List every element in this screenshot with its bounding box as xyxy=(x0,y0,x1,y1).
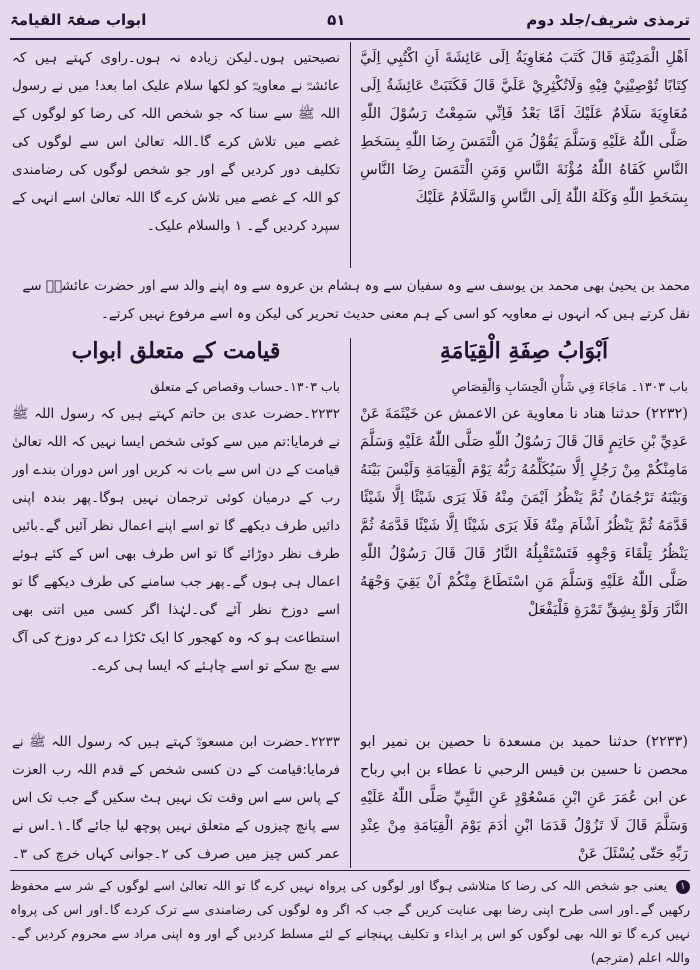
footnote-text: یعنی جو شخص اللہ کی رضا کا متلاشی ہوگا اور لوگوں کی پرواہ نہیں کرے گا تو اللہ تعالیٰ اسے لوگوں کے شر سے محفوظ رکھیں گے۔اور اسی طرح اپنی رضا بھی عنایت کریں گے جب کہ اگر وہ لوگوں کی رضامندی سے ترک کردے گا۔اور اس کی پرواہ نہیں کرے گا تو اللہ بھی لوگوں کو اس پر ایذاء و تکلیف پہنچانے کے لئے مسلط کردیں گے اور وہ اپنی مراد سے محروم کردیں گے۔ واللہ اعلم (مترجم) xyxy=(10,878,690,965)
hadith-2232-arabic xyxy=(360,400,688,716)
main-column-divider xyxy=(350,338,351,868)
narration-note xyxy=(10,272,690,328)
translation-2232 xyxy=(12,400,340,716)
top-column-divider xyxy=(350,42,351,268)
translation-2233 xyxy=(12,728,340,868)
urdu-section-title: قیامت کے متعلق ابواب xyxy=(71,338,281,364)
footnote-marker: ۱ xyxy=(676,880,690,894)
header-rule xyxy=(10,38,690,40)
book-title: ترمذی شریف/جلد دوم xyxy=(526,11,690,29)
arabic-section-title: اَبْوَابُ صِفَةِ الْقِيَامَةِ xyxy=(439,338,609,364)
arabic-bab-heading: باب ۱۳۰۳۔ مَاجَاءَ فِي شَأْنِ الْحِسَابِ وَالْقِصَاصِ xyxy=(451,379,688,394)
footnote-rule xyxy=(10,870,690,871)
top-urdu-column xyxy=(12,44,340,268)
top-arabic-column xyxy=(360,44,688,268)
page-number: ۵۱ xyxy=(327,11,346,29)
translation-2233-text: ۲۲۳۳۔حضرت ابن مسعودؓ کہتے ہیں کہ رسول اللہ ﷺ نے فرمایا:قیامت کے دن کسی شخص کے قدم اللہ رب العزت کے پاس سے اس وقت تک نہیں ہٹ سکیں گے جب تک اس سے پانچ چیزوں کے متعلق نہیں پوچھ لیا جائے گا۔۱۔اس نے عمر کس چیز میں صرف کی ۲۔جوانی کہاں خرچ کی ۳۔ xyxy=(12,734,340,862)
narration-note-text: محمد بن یحییٰ بھی محمد بن یوسف سے وہ سفیان سے وہ ہشام بن عروہ سے وہ اپنے والد سے اور حضرت عائشہؓ سے نقل کرتے ہیں کہ انہوں نے معاویہ کو اسی کے ہم معنی حدیث تحریر کی لیکن وہ اسے مرفوع نہیں کرتے۔ xyxy=(22,278,690,322)
arabic-hadith-text: اَهْلِ الْمَدِيْنَةِ قَالَ كَتَبَ مُعَاوِيَةُ اِلَى عَائِشَةَ اَنِ اكْتُبِي اِلَيَّ كِتَابًا تُوْصِيْنِيْ فِيْهِ وَلَاتُكْثِرِيْ عَلَيَّ قَالَ فَكَتَبَتْ عَائِشَةُ اِلَى مُعَاوِيَةَ سَلَامٌ عَلَيْكَ اَمَّا بَعْدُ فَاِنِّي سَمِعْتُ رَسُوْلَ اللّٰهِ صَلَّى اللّٰهُ عَلَيْهِ وَسَلَّمَ يَقُوْلُ مَنِ الْتَمَسَ رِضَا اللّٰهِ بِسَخَطِ النَّاسِ كَفَاهُ اللّٰهُ مُؤْنَةَ النَّاسِ وَمَنِ الْتَمَسَ رِضَا النَّاسِ بِسَخَطِ اللّٰهِ وَكَلَهُ اللّٰهُ اِلَى النَّاسِ وَالسَّلَامُ عَلَيْكَ xyxy=(360,50,688,206)
hadith-2233-arabic xyxy=(360,728,688,868)
footnote xyxy=(10,874,690,970)
urdu-bab-heading: باب ۱۳۰۳۔حساب وقصاص کے متعلق xyxy=(150,379,340,394)
urdu-translation-text: نصیحتیں ہوں۔لیکن زیادہ نہ ہوں۔راوی کہتے ہیں کہ عائشہؓ نے معاویہؓ کو لکھا سلام علیک اما بعد! میں نے رسول اللہ ﷺ سے سنا کہ جو شخص اللہ کی رضا کو لوگوں کے غصے میں تلاش کرے گا۔اللہ تعالیٰ اس سے لوگوں کی تکلیف دور کردیں گے اور جو شخص لوگوں کی رضامندی کو اللہ کے غصے میں تلاش کرے گا اللہ تعالیٰ اسے انہی کے سپرد کردیں گے۔ ۱ والسلام علیک۔ xyxy=(12,50,340,234)
hadith-2232-text: (۲۲۳۲) حدثنا هناد نا معاوية عن الاعمش عن خَيْثَمَةَ عَنْ عَدِيِّ بْنِ حَاتِمٍ قَالَ قَالَ رَسُوْلُ اللّٰهِ صَلَّى اللّٰهُ عَلَيْهِ وَسَلَّمَ مَامِنْكُمْ مِنْ رَجُلٍ اِلَّا سَيُكَلِّمُهُ رَبُّهُ يَوْمَ الْقِيَامَةِ وَلَيْسَ بَيْنَهُ وَبَيْنَهُ تَرْجُمَانٌ ثُمَّ يَنْظُرُ اَيْمَنَ مِنْهُ فَلَا يَرَى شَيْئًا اِلَّا شَيْئًا قَدَّمَهُ ثُمَّ يَنْظُرُ اَشْاَمَ مِنْهُ فَلَا يَرَى شَيْئًا اِلَّا شَيْئًا قَدَّمَهُ ثُمَّ يَنْظُرُ تِلْقَاءَ وَجْهِهِ فَتَسْتَقْبِلُهُ النَّارُ قَالَ قَالَ رَسُوْلُ اللّٰهِ صَلَّى اللّٰهُ عَلَيْهِ وَسَلَّمَ مَنِ اسْتَطَاعَ مِنْكُمْ اَنْ يَقِيَ وَجْهَهُ النَّارَ وَلَوْ بِشِقِّ تَمْرَةٍ فَلْيَفْعَلْ xyxy=(360,406,688,618)
chapter-title: ابواب صفۃ القیامۃ xyxy=(10,11,147,29)
translation-2232-text: ۲۲۳۲۔حضرت عدی بن حاتم کہتے ہیں کہ رسول اللہ ﷺ نے فرمایا:تم میں سے کوئی شخص ایسا نہیں کہ اللہ تعالیٰ قیامت کے دن اس سے بات نہ کریں اور اس دوران بندے اور رب کے درمیان کوئی ترجمان نہیں ہوگا۔پھر بندہ اپنی دائیں طرف دیکھے گا تو اسے اپنے اعمال نظر آئیں گے۔بائیں طرف نظر دوڑائے گا تو اس طرف بھی اس کے کئے ہوئے اعمال ہی ہوں گے۔پھر جب سامنے کی طرف دیکھے گا تو اسے دوزخ نظر آئے گی۔لہٰذا اگر کسی میں اتنی بھی استطاعت ہو کہ وہ کھجور کا ایک ٹکڑا دے کر دوزخ کی آگ سے بچ سکے تو اسے چاہئے کہ ایسا ہی کرے۔ xyxy=(12,406,340,674)
hadith-2233-text: (۲۲۳۳) حدثنا حميد بن مسعدة نا حصين بن نمير ابو محصن نا حسين بن قيس الرحبي نا عطاء بن ابي رباح عن ابن عُمَرَ عَنِ ابْنِ مَسْعُوْدٍ عَنِ النَّبِيِّ صَلَّى اللّٰهُ عَلَيْهِ وَسَلَّمَ قَالَ لَا تَزُوْلُ قَدَمَا ابْنِ اٰدَمَ يَوْمَ الْقِيَامَةِ مِنْ عِنْدِ رَبِّهِ حَتّٰى يُسْئَلَ عَنْ xyxy=(360,734,688,862)
page-header xyxy=(10,6,690,34)
